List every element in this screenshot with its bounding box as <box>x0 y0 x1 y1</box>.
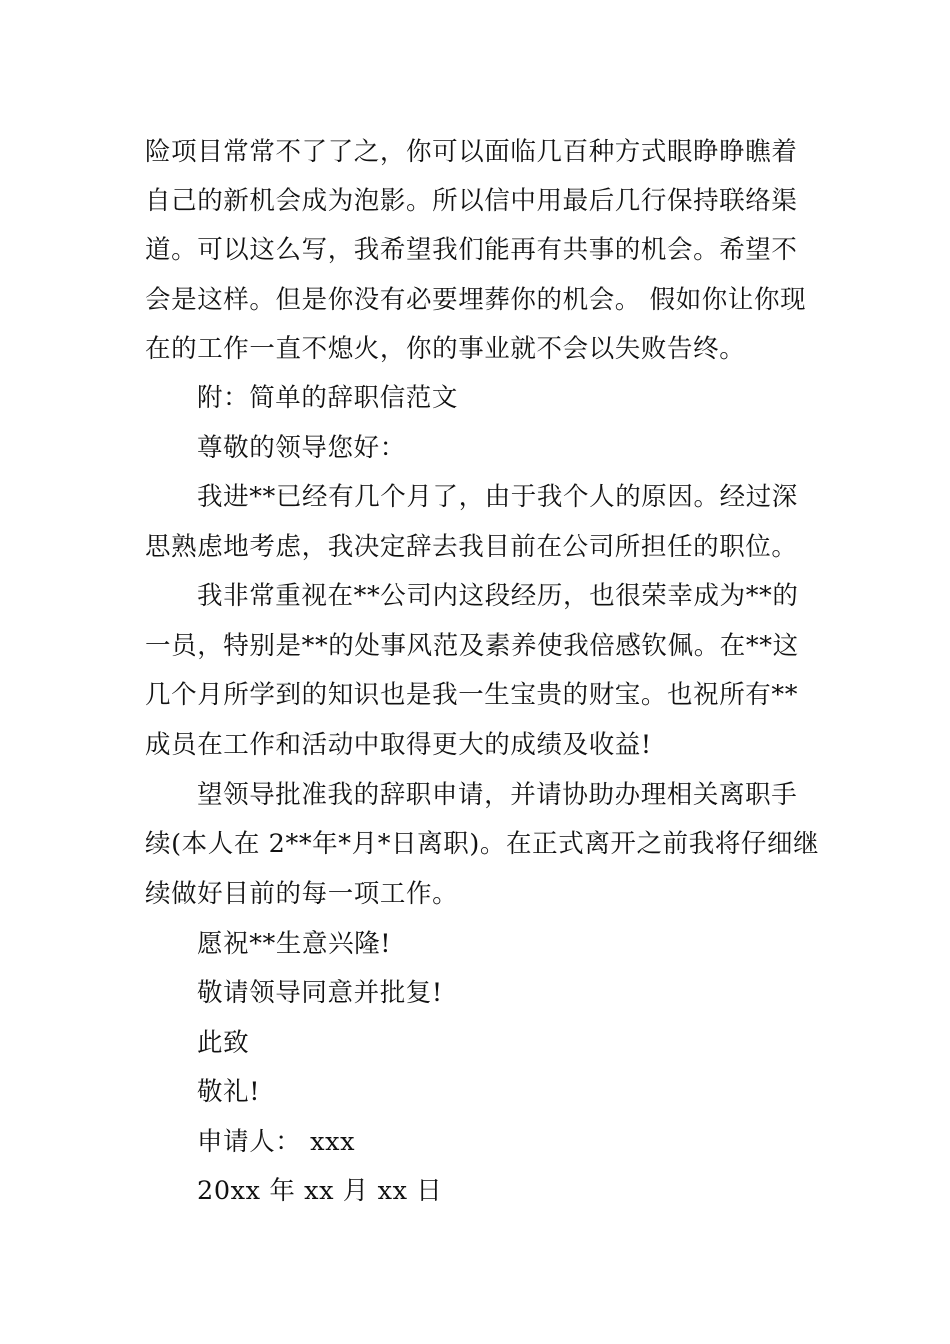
paragraph-line: 续做好目前的每一项工作。 <box>145 879 459 909</box>
paragraph-line: 望领导批准我的辞职申请，并请协助办理相关离职手 <box>197 780 798 810</box>
paragraph-line: 成员在工作和活动中取得更大的成绩及收益! <box>145 730 652 760</box>
paragraph-line: 在的工作一直不熄火，你的事业就不会以失败告终。 <box>145 334 746 364</box>
closing-salute: 敬礼! <box>197 1077 261 1107</box>
paragraph-line: 会是这样。但是你没有必要埋葬你的机会。 假如你让你现 <box>145 285 807 315</box>
paragraph-line: 几个月所学到的知识也是我一生宝贵的财宝。也祝所有** <box>145 680 799 710</box>
closing-phrase: 此致 <box>197 1028 250 1058</box>
applicant-line: 申请人： xxx <box>197 1127 356 1157</box>
closing-wish: 愿祝**生意兴隆! <box>197 929 392 959</box>
paragraph-line: 我进**已经有几个月了，由于我个人的原因。经过深 <box>197 482 798 512</box>
paragraph-line: 一员，特别是**的处事风范及素养使我倍感钦佩。在**这 <box>145 631 799 661</box>
paragraph-line: 道。可以这么写，我希望我们能再有共事的机会。希望不 <box>145 235 798 265</box>
closing-request: 敬请领导同意并批复! <box>197 978 443 1008</box>
appendix-title: 附：简单的辞职信范文 <box>197 383 459 413</box>
paragraph-line: 自己的新机会成为泡影。所以信中用最后几行保持联络渠 <box>145 186 798 216</box>
paragraph-line: 思熟虑地考虑，我决定辞去我目前在公司所担任的职位。 <box>145 532 798 562</box>
date-line: 20xx 年 xx 月 xx 日 <box>197 1176 443 1206</box>
salutation: 尊敬的领导您好： <box>197 433 406 463</box>
paragraph-line: 我非常重视在**公司内这段经历，也很荣幸成为**的 <box>197 581 799 611</box>
paragraph-line: 险项目常常不了了之，你可以面临几百种方式眼睁睁瞧着 <box>145 137 798 167</box>
paragraph-line: 续(本人在 2**年*月*日离职)。在正式离开之前我将仔细继 <box>145 829 820 859</box>
